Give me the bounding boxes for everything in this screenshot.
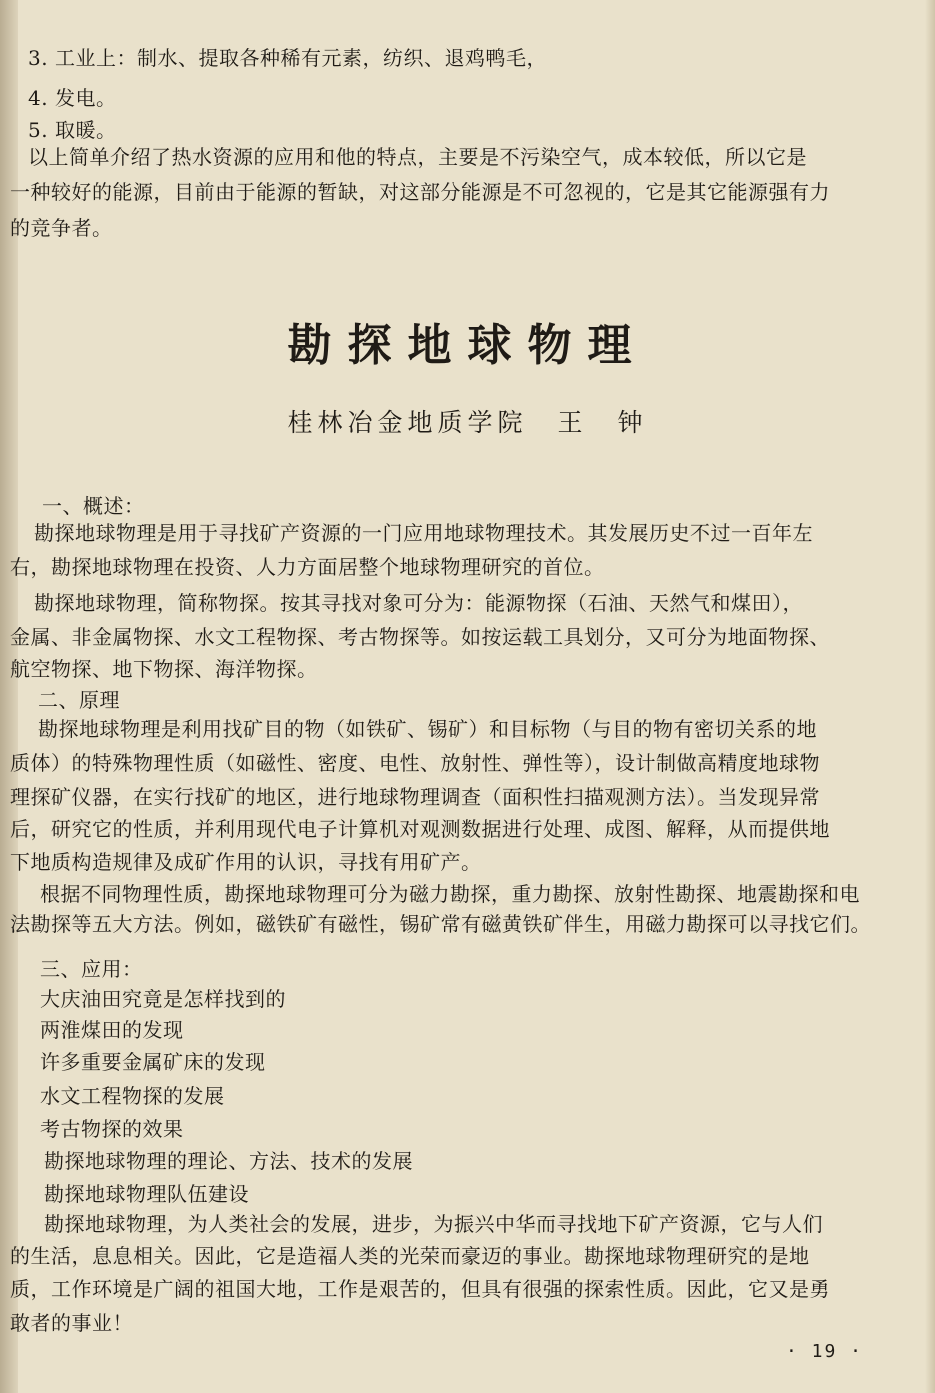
page-edge [925, 0, 935, 1393]
text-line: 勘探地球物理，简称物探。按其寻找对象可分为：能源物探（石油、天然气和煤田）， [34, 591, 803, 615]
list-item: 勘探地球物理队伍建设 [44, 1182, 249, 1206]
text-line: 金属、非金属物探、水文工程物探、考古物探等。如按运载工具划分，又可分为地面物探、 [10, 625, 830, 649]
text-line: 后，研究它的性质，并利用现代电子计算机对观测数据进行处理、成图、解释，从而提供地 [10, 817, 830, 841]
text-line: 理探矿仪器，在实行找矿的地区，进行地球物理调查（面积性扫描观测方法）。当发现异常 [10, 785, 820, 809]
text-line: 以上简单介绍了热水资源的应用和他的特点，主要是不污染空气，成本较低，所以它是 [28, 145, 807, 169]
text-line: 5. 取暖。 [28, 118, 117, 142]
list-item: 勘探地球物理的理论、方法、技术的发展 [44, 1149, 413, 1173]
list-item: 考古物探的效果 [40, 1117, 184, 1141]
page-number: · 19 · [786, 1341, 864, 1362]
text-line: 一种较好的能源，目前由于能源的暂缺，对这部分能源是不可忽视的，它是其它能源强有力 [10, 180, 830, 204]
text-line: 的生活，息息相关。因此，它是造福人类的光荣而豪迈的事业。勘探地球物理研究的是地 [10, 1244, 810, 1268]
text-line: 质体）的特殊物理性质（如磁性、密度、电性、放射性、弹性等），设计制做高精度地球物 [10, 751, 820, 775]
text-line: 根据不同物理性质，勘探地球物理可分为磁力勘探，重力勘探、放射性勘探、地震勘探和电 [40, 882, 860, 906]
text-line: 4. 发电。 [28, 86, 117, 110]
text-line: 质，工作环境是广阔的祖国大地，工作是艰苦的，但具有很强的探索性质。因此，它又是勇 [10, 1277, 830, 1301]
list-item: 大庆油田究竟是怎样找到的 [40, 987, 286, 1011]
list-item: 许多重要金属矿床的发现 [40, 1050, 266, 1074]
text-line: 勘探地球物理，为人类社会的发展，进步，为振兴中华而寻找地下矿产资源，它与人们 [44, 1212, 823, 1236]
list-item: 两淮煤田的发现 [40, 1018, 184, 1042]
text-line: 右，勘探地球物理在投资、人力方面居整个地球物理研究的首位。 [10, 555, 605, 579]
text-line: 3. 工业上：制水、提取各种稀有元素，纺织、退鸡鸭毛， [28, 46, 547, 70]
text-line: 勘探地球物理是利用找矿目的物（如铁矿、锡矿）和目标物（与目的物有密切关系的地 [38, 717, 817, 741]
text-line: 勘探地球物理是用于寻找矿产资源的一门应用地球物理技术。其发展历史不过一百年左 [34, 521, 813, 545]
text-line: 的竞争者。 [10, 216, 113, 240]
section-heading: 一、概述： [42, 494, 145, 518]
page-binding-shadow [0, 0, 18, 1393]
article-author: 桂林冶金地质学院 王 钟 [287, 408, 648, 437]
section-heading: 二、原理 [38, 688, 120, 712]
article-title: 勘探地球物理 [287, 320, 648, 371]
section-heading: 三、应用： [40, 957, 143, 981]
text-line: 下地质构造规律及成矿作用的认识，寻找有用矿产。 [10, 850, 482, 874]
text-line: 敢者的事业！ [10, 1311, 133, 1335]
list-item: 水文工程物探的发展 [40, 1084, 225, 1108]
text-line: 航空物探、地下物探、海洋物探。 [10, 657, 318, 681]
text-line: 法勘探等五大方法。例如，磁铁矿有磁性，锡矿常有磁黄铁矿伴生，用磁力勘探可以寻找它们。 [10, 912, 871, 936]
